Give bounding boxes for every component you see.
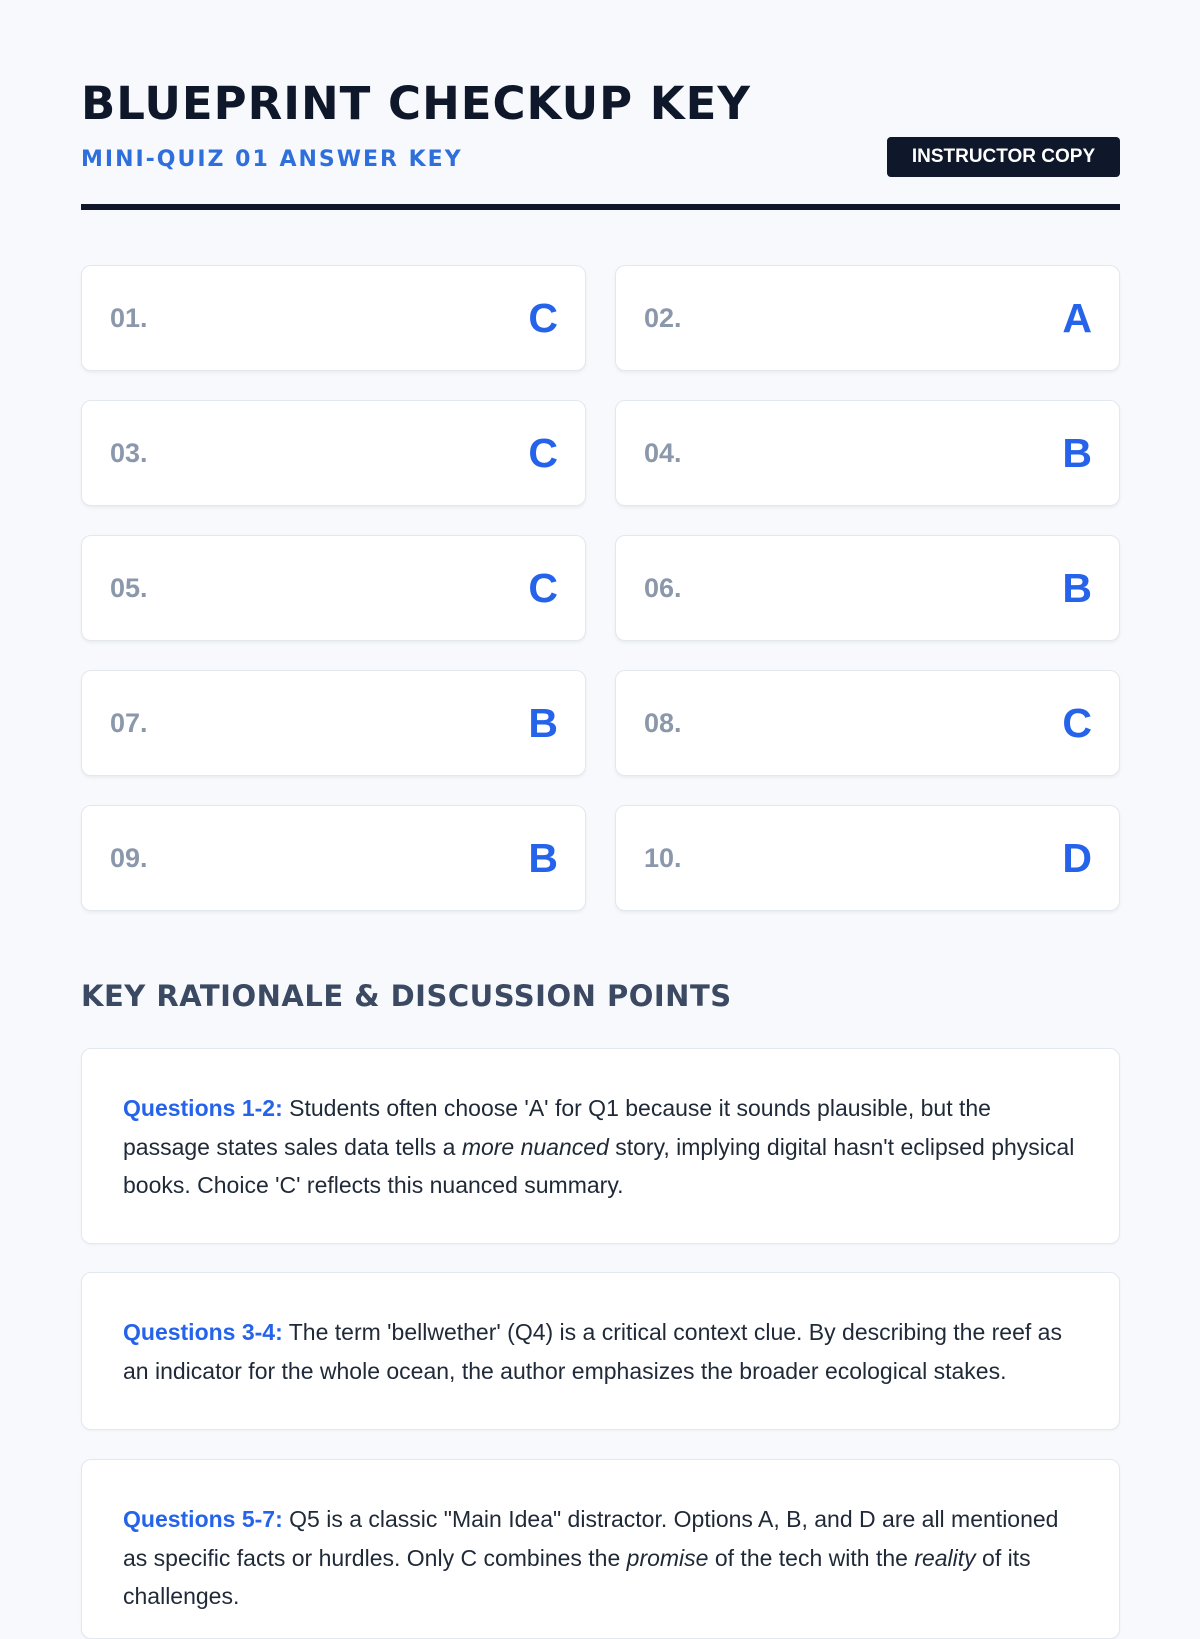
- rationale-body: Students often choose 'A' for Q1 because it sounds plausible, but the passage states sales data tells a: [123, 1095, 991, 1160]
- rationale-card-q5-7: [81, 1459, 1120, 1639]
- answer-card-09: [81, 805, 586, 911]
- answer-card-02: [615, 265, 1120, 371]
- answer-card-10: [615, 805, 1120, 911]
- answer-card-03: [81, 400, 586, 506]
- question-number: 02.: [644, 303, 682, 333]
- answer-letter: D: [1062, 835, 1092, 881]
- rationale-text: [123, 1313, 1079, 1390]
- rationale-text: [123, 1500, 1079, 1616]
- answer-card-08: [615, 670, 1120, 776]
- page-title: BLUEPRINT CHECKUP KEY: [81, 77, 751, 130]
- instructor-copy-badge: INSTRUCTOR COPY: [887, 137, 1120, 177]
- answer-card-07: [81, 670, 586, 776]
- rationale-body: story, implying digital hasn't eclipsed physical books. Choice 'C' reflects this nuanced summary.: [123, 1133, 1075, 1198]
- header-divider: [81, 204, 1120, 210]
- answer-card-04: [615, 400, 1120, 506]
- rationale-emphasis: reality: [914, 1544, 976, 1571]
- page-header: [81, 0, 1120, 212]
- question-number: 01.: [110, 303, 148, 333]
- rationale-heading: KEY RATIONALE & DISCUSSION POINTS: [81, 979, 732, 1013]
- question-number: 03.: [110, 438, 148, 468]
- answer-card-05: [81, 535, 586, 641]
- rationale-lead: Questions 1-2:: [123, 1095, 283, 1121]
- rationale-lead: Questions 3-4:: [123, 1319, 283, 1345]
- rationale-body: of its challenges.: [123, 1544, 1031, 1609]
- rationale-body: The term 'bellwether' (Q4) is a critical context clue. By describing the reef as an indicator for the whole ocean, the author emphasizes the broader ecological stakes.: [123, 1319, 1062, 1384]
- answer-letter: C: [528, 565, 558, 611]
- question-number: 09.: [110, 843, 148, 873]
- answer-letter: C: [528, 295, 558, 341]
- answer-card-06: [615, 535, 1120, 641]
- answer-letter: C: [528, 430, 558, 476]
- rationale-emphasis: promise: [626, 1544, 709, 1571]
- answer-key-page: [81, 0, 1120, 1609]
- answer-card-01: [81, 265, 586, 371]
- rationale-emphasis: more nuanced: [461, 1133, 609, 1160]
- answer-letter: B: [1062, 430, 1092, 476]
- rationale-body: Q5 is a classic "Main Idea" distractor. Options A, B, and D are all mentioned as specific facts or hurdles. Only C combines the: [123, 1506, 1059, 1571]
- answer-letter: B: [528, 835, 558, 881]
- rationale-body: of the tech with the: [708, 1544, 915, 1571]
- answer-letter: B: [528, 700, 558, 746]
- question-number: 04.: [644, 438, 682, 468]
- rationale-lead: Questions 5-7:: [123, 1506, 283, 1532]
- page-subtitle: MINI-QUIZ 01 ANSWER KEY: [81, 147, 463, 172]
- rationale-text: [123, 1089, 1079, 1205]
- answer-letter: C: [1062, 700, 1092, 746]
- answer-grid: [81, 265, 1120, 911]
- question-number: 10.: [644, 843, 682, 873]
- rationale-card-q3-4: [81, 1272, 1120, 1430]
- answer-letter: A: [1062, 295, 1092, 341]
- question-number: 07.: [110, 708, 148, 738]
- question-number: 06.: [644, 573, 682, 603]
- rationale-card-q1-2: [81, 1048, 1120, 1244]
- question-number: 08.: [644, 708, 682, 738]
- answer-letter: B: [1062, 565, 1092, 611]
- question-number: 05.: [110, 573, 148, 603]
